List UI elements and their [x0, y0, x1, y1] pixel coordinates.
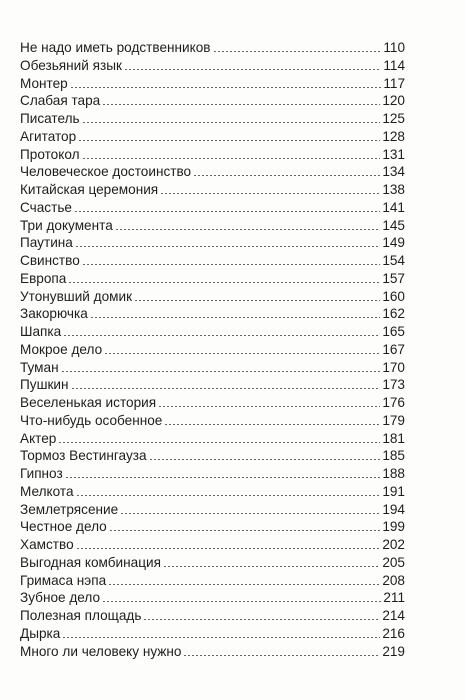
- dot-leader: [164, 424, 380, 425]
- toc-entry-title: Честное дело: [20, 519, 107, 535]
- toc-entry: [20, 359, 405, 377]
- toc-entry-title: Человеческое достоинство: [20, 164, 192, 180]
- toc-entry-title: Дырка: [20, 625, 61, 641]
- dot-leader: [115, 229, 381, 230]
- toc-entry-page-number: 125: [382, 111, 405, 126]
- toc-entry: [20, 75, 405, 93]
- toc-entry-title: Паутина: [20, 235, 73, 251]
- toc-entry: [20, 518, 405, 536]
- toc-entry-title: Полезная площадь: [20, 608, 142, 623]
- toc-entry: [20, 199, 405, 217]
- toc-entry-page-number: 208: [382, 572, 405, 588]
- toc-entry-title: Протокол: [20, 146, 80, 162]
- dot-leader: [163, 566, 380, 567]
- toc-entry-title: Монтер: [20, 75, 68, 91]
- dot-leader: [149, 459, 381, 460]
- toc-entry: [20, 217, 405, 235]
- toc-entry-title: Слабая тара: [20, 93, 101, 109]
- dot-leader: [82, 122, 381, 123]
- toc-entry: [20, 447, 405, 465]
- toc-entry-page-number: 110: [383, 40, 405, 55]
- toc-entry-title: Землетрясение: [20, 501, 119, 517]
- dot-leader: [124, 69, 381, 70]
- toc-entry: [20, 483, 405, 501]
- dot-leader: [61, 371, 381, 372]
- toc-entry-page-number: 202: [382, 537, 405, 552]
- toc-entry-page-number: 141: [382, 199, 405, 215]
- toc-entry: [20, 643, 405, 661]
- toc-entry-title: Зубное дело: [20, 590, 101, 606]
- toc-entry-title: Туман: [20, 359, 59, 375]
- dot-leader: [120, 513, 380, 514]
- dot-leader: [82, 158, 381, 159]
- toc-entry-title: Европа: [20, 270, 67, 286]
- dot-leader: [63, 335, 380, 336]
- toc-entry: [20, 607, 405, 625]
- toc-entry: [20, 163, 405, 181]
- toc-entry-page-number: 216: [382, 625, 405, 641]
- toc-entry: [20, 625, 405, 643]
- toc-entry-title: Утонувший домик: [20, 288, 133, 304]
- toc-entry-page-number: 165: [382, 324, 405, 339]
- toc-entry: [20, 323, 405, 341]
- toc-entry: [20, 288, 405, 306]
- toc-entry: [20, 234, 405, 252]
- toc-entry-page-number: 181: [382, 430, 405, 446]
- toc-entry-page-number: 138: [382, 182, 405, 197]
- dot-leader: [75, 246, 380, 247]
- dot-leader: [74, 211, 380, 212]
- dot-leader: [108, 584, 380, 585]
- toc-entry-title: Много ли человеку нужно: [20, 643, 182, 659]
- toc-entry: [20, 572, 405, 590]
- dot-leader: [102, 601, 381, 602]
- toc-entry-title: Пушкин: [20, 377, 69, 393]
- toc-entry-title: Три документа: [20, 217, 113, 233]
- dot-leader: [104, 353, 380, 354]
- toc-entry: [20, 39, 405, 57]
- toc-entry-page-number: 145: [382, 217, 405, 233]
- toc-entry: [20, 554, 405, 572]
- toc-entry-title: Закорючка: [20, 306, 88, 322]
- dot-leader: [62, 637, 380, 638]
- toc-entry: [20, 181, 405, 199]
- toc-entry-page-number: 214: [382, 608, 405, 623]
- toc-entry-title: Агитатор: [20, 128, 77, 144]
- toc-entry-title: Китайская церемония: [20, 182, 159, 197]
- dot-leader: [68, 282, 380, 283]
- toc-entry: [20, 57, 405, 75]
- toc-entry-page-number: 114: [383, 57, 405, 73]
- toc-entry: [20, 465, 405, 483]
- dot-leader: [183, 655, 380, 656]
- toc-entry-page-number: 191: [382, 483, 405, 499]
- toc-entry: [20, 305, 405, 323]
- toc-entry-title: Обезьяний язык: [20, 57, 122, 73]
- dot-leader: [109, 530, 381, 531]
- toc-entry-page-number: 128: [382, 128, 405, 144]
- toc-entry: [20, 110, 405, 128]
- dot-leader: [90, 317, 381, 318]
- dot-leader: [58, 442, 380, 443]
- toc-entry-title: Хамство: [20, 537, 74, 552]
- toc-entry: [20, 536, 405, 554]
- toc-entry-page-number: 117: [383, 75, 405, 91]
- dot-leader: [82, 264, 381, 265]
- toc-entry-title: Счастье: [20, 199, 72, 215]
- toc-entry-page-number: 149: [382, 235, 405, 251]
- toc-entry: [20, 394, 405, 412]
- dot-leader: [134, 300, 380, 301]
- toc-entry-title: Гипноз: [20, 466, 63, 481]
- toc-entry: [20, 341, 405, 359]
- dot-leader: [213, 51, 381, 52]
- toc-entry-page-number: 167: [382, 341, 405, 357]
- toc-entry: [20, 430, 405, 448]
- dot-leader: [71, 388, 381, 389]
- toc-entry: [20, 412, 405, 430]
- dot-leader: [160, 193, 380, 194]
- toc-entry-page-number: 194: [382, 501, 405, 517]
- toc-entry-page-number: 219: [382, 643, 405, 659]
- dot-leader: [102, 104, 380, 105]
- toc-entry: [20, 589, 405, 607]
- dot-leader: [76, 548, 381, 549]
- toc-entry-page-number: 185: [382, 448, 405, 464]
- dot-leader: [65, 477, 381, 478]
- dot-leader: [143, 619, 380, 620]
- toc-entry-title: Свинство: [20, 253, 80, 268]
- toc-entry: [20, 376, 405, 394]
- toc-entry: [20, 128, 405, 146]
- toc-entry-title: Что-нибудь особенное: [20, 412, 163, 428]
- toc-entry: [20, 146, 405, 164]
- toc-entry-title: Выгодная комбинация: [20, 554, 161, 570]
- toc-entry-title: Писатель: [20, 111, 80, 126]
- toc-entry-title: Не надо иметь родственников: [20, 40, 211, 55]
- toc-entry: [20, 252, 405, 270]
- toc-entry: [20, 501, 405, 519]
- toc-entry-page-number: 179: [382, 412, 405, 428]
- toc-entry-page-number: 157: [382, 270, 405, 286]
- dot-leader: [78, 140, 380, 141]
- toc-entry-page-number: 173: [382, 377, 405, 393]
- toc-entry: [20, 270, 405, 288]
- toc-entry-page-number: 211: [383, 590, 405, 606]
- toc-entry-page-number: 176: [382, 395, 405, 410]
- toc-entry-title: Мокрое дело: [20, 341, 103, 357]
- toc-entry-page-number: 205: [382, 554, 405, 570]
- dot-leader: [70, 87, 381, 88]
- toc-entry-title: Актер: [20, 430, 57, 446]
- table-of-contents-list: [0, 39, 405, 660]
- toc-entry-page-number: 160: [382, 288, 405, 304]
- dot-leader: [193, 175, 380, 176]
- toc-entry-page-number: 199: [382, 519, 405, 535]
- toc-entry-page-number: 120: [382, 93, 405, 109]
- toc-entry-page-number: 131: [382, 146, 405, 162]
- dot-leader: [158, 406, 380, 407]
- dot-leader: [76, 495, 381, 496]
- toc-entry: [20, 92, 405, 110]
- toc-entry-title: Веселенькая история: [20, 395, 157, 410]
- toc-entry-page-number: 154: [382, 253, 405, 268]
- toc-entry-page-number: 134: [382, 164, 405, 180]
- toc-entry-title: Тормоз Вестингауза: [20, 448, 147, 464]
- toc-entry-page-number: 188: [382, 466, 405, 481]
- toc-entry-title: Мелкота: [20, 483, 74, 499]
- toc-entry-page-number: 170: [382, 359, 405, 375]
- toc-entry-title: Шапка: [20, 324, 62, 339]
- toc-entry-title: Гримаса нэпа: [20, 572, 107, 588]
- toc-entry-page-number: 162: [382, 306, 405, 322]
